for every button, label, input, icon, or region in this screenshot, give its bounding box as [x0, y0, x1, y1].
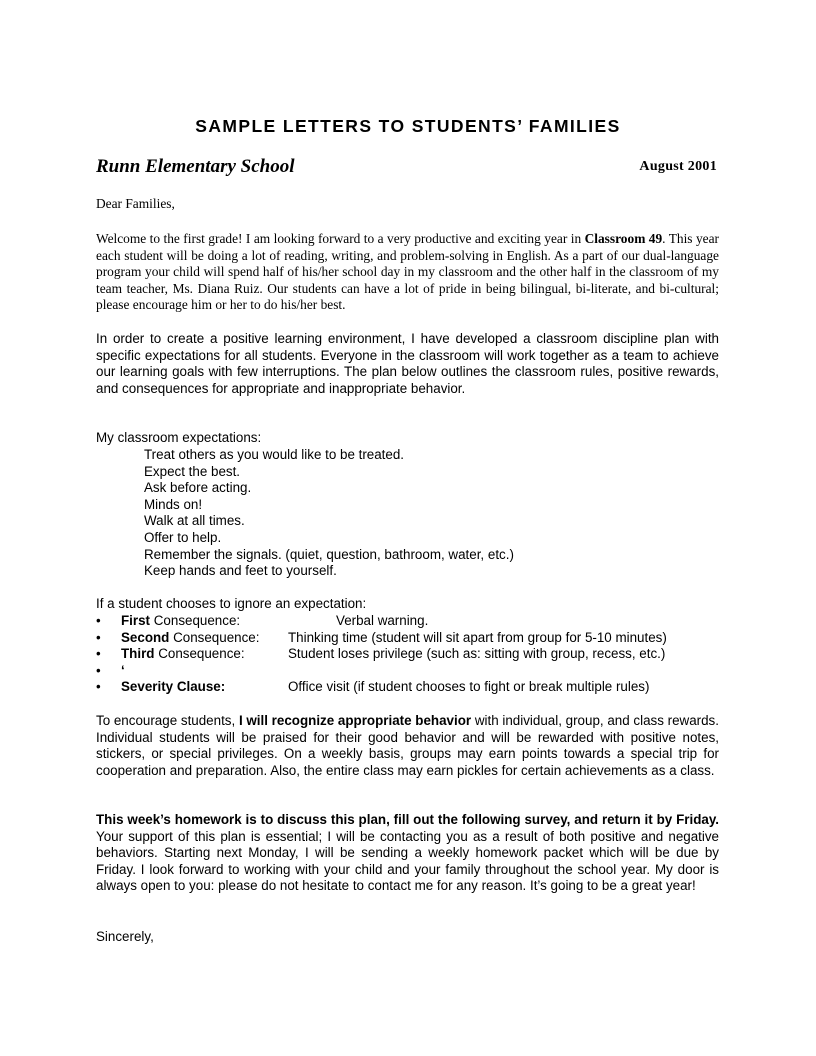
homework-paragraph: [96, 812, 719, 895]
rewards-text-1: To encourage students,: [96, 713, 239, 728]
consequence-description: Student loses privilege (such as: sitting with group, recess, etc.): [288, 646, 666, 662]
discipline-plan-paragraph: In order to create a positive learning environment, I have developed a classroom discipline plan with specific expectations for all students. Everyone in the classroom will work together as a team to achieve our learning goals with few interruptions. The plan below outlines the classroom rules, positive rewards, and consequences for appropriate and inappropriate behavior.: [96, 331, 719, 396]
expectation-item: Expect the best.: [144, 463, 241, 479]
consequence-description: Office visit (if student chooses to fight or break multiple rules): [288, 679, 650, 695]
welcome-paragraph: [96, 231, 719, 314]
expectation-item: Minds on!: [144, 496, 203, 512]
expectation-item: Offer to help.: [144, 529, 222, 545]
homework-emphasis: This week’s homework is to discuss this plan, fill out the following survey, and return it by Friday.: [96, 812, 719, 827]
expectations-list: [144, 447, 514, 580]
consequence-item: [96, 663, 736, 680]
consequences-list: [96, 613, 736, 696]
welcome-text-1: Welcome to the first grade! I am looking forward to a very productive and exciting year in: [96, 231, 585, 246]
expectation-item: Walk at all times.: [144, 513, 245, 529]
classroom-number: Classroom 49: [584, 231, 663, 246]
consequence-item: [96, 646, 736, 663]
consequence-label: Third Consequence:: [121, 646, 245, 662]
consequence-label: ‘: [121, 662, 125, 678]
rewards-text-2: with individual, group, and class rewards. Individual students will be praised for their good behavior and will be rewarded with positive notes, stickers, or special privileges. On a weekly basis, groups may earn points towards a special trip for cooperation and preparation. Also, the entire class may earn pickles for certain achievements as a class.: [96, 713, 719, 778]
school-name: Runn Elementary School: [96, 156, 295, 177]
consequences-heading: If a student chooses to ignore an expectation:: [96, 596, 367, 611]
bullet-icon: •: [96, 662, 101, 678]
expectation-item: Treat others as you would like to be treated.: [144, 447, 405, 462]
bullet-icon: •: [96, 613, 101, 628]
bullet-icon: •: [96, 646, 101, 662]
bullet-icon: •: [96, 679, 101, 695]
homework-text: Your support of this plan is essential; I will be contacting you as a result of both positive and negative behaviors. Starting next Monday, I will be sending a weekly homework packet which will be due by Friday. I look forward to working with your child and your family throughout the school year. My door is always open to you: please do not hesitate to contact me for any reason. It’s going to be a great year!: [96, 828, 719, 894]
consequence-item: [96, 630, 736, 647]
document-title: SAMPLE LETTERS TO STUDENTS’ FAMILIES: [195, 116, 621, 136]
consequence-description: Verbal warning.: [336, 613, 429, 628]
expectation-item: Keep hands and feet to yourself.: [144, 563, 337, 579]
rewards-paragraph: [96, 713, 719, 779]
consequence-label: First Consequence:: [121, 613, 241, 628]
consequence-item: [96, 613, 736, 630]
expectation-item: Remember the signals. (quiet, question, bathroom, water, etc.): [144, 546, 514, 562]
salutation: Dear Families,: [96, 196, 175, 211]
consequence-item: [96, 679, 736, 696]
rewards-emphasis: I will recognize appropriate behavior: [238, 713, 472, 728]
consequence-label: Severity Clause:: [121, 679, 226, 695]
bullet-icon: •: [96, 629, 101, 645]
consequence-description: Thinking time (student will sit apart from group for 5-10 minutes): [288, 629, 667, 645]
expectations-heading: My classroom expectations:: [96, 430, 262, 445]
consequence-label: Second Consequence:: [121, 629, 260, 645]
welcome-text-2: . This year each student will be doing a lot of reading, writing, and problem-solving in English. As a part of our dual-language program your child will spend half of his/her school day in my classroom and the other half in the classroom of my team teacher, Ms. Diana Ruiz. Our students can have a lot of pride in being bilingual, bi-literate, and bi-cultural; please encourage him or her to do his/her best.: [96, 231, 719, 313]
expectation-item: Ask before acting.: [144, 480, 252, 496]
closing: Sincerely,: [96, 929, 154, 944]
letter-date: August 2001: [639, 159, 717, 174]
